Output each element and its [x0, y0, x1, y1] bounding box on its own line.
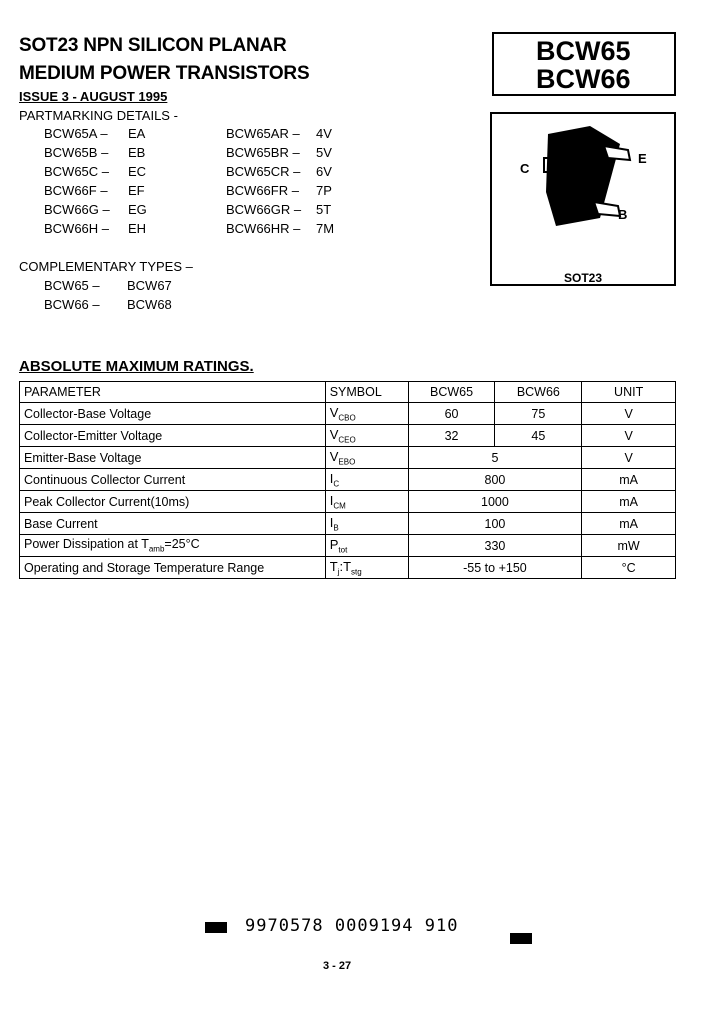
ratings-row	[20, 491, 676, 513]
complementary-npn-2: BCW66 –	[44, 297, 100, 312]
pin-label-collector: C	[520, 161, 530, 176]
header-parameter: PARAMETER	[20, 382, 326, 403]
value-cell-shared: -55 to +150	[408, 557, 582, 579]
symbol-cell: $P_{tot}$	[325, 535, 408, 557]
ratings-heading: ABSOLUTE MAXIMUM RATINGS.	[19, 358, 254, 375]
pin-label-base: B	[618, 207, 628, 222]
part-name: BCW65B –	[44, 145, 109, 160]
header-bcw66: BCW66	[495, 382, 582, 403]
value-cell-shared: 800	[408, 469, 582, 491]
parameter-cell: Base Current	[20, 513, 326, 535]
symbol-cell: $I_B$	[325, 513, 408, 535]
part-name: BCW66GR –	[226, 202, 302, 217]
value-cell-bcw65: 60	[408, 403, 495, 425]
value-cell-bcw66: 75	[495, 403, 582, 425]
complementary-pnp-2: BCW68	[127, 297, 172, 312]
complementary-pnp-1: BCW67	[127, 278, 172, 293]
barcode-block-right	[510, 933, 532, 944]
unit-cell: V	[582, 403, 676, 425]
marking-code: 5T	[316, 202, 332, 217]
page-number: 3 - 27	[323, 960, 352, 972]
partmarking-heading: PARTMARKING DETAILS -	[19, 108, 178, 123]
symbol-cell: $T_j:T_{stg}$	[325, 557, 408, 579]
ratings-header-row	[20, 382, 676, 403]
barcode-text: 9970578 0009194 910	[245, 916, 459, 936]
marking-code: 7P	[316, 183, 332, 198]
parameter-cell: Operating and Storage Temperature Range	[20, 557, 326, 579]
marking-code: 4V	[316, 126, 332, 141]
ratings-row	[20, 469, 676, 491]
unit-cell: mA	[582, 513, 676, 535]
ratings-row	[20, 403, 676, 425]
part-name: BCW66H –	[44, 221, 110, 236]
symbol-cell: $I_{CM}$	[325, 491, 408, 513]
part-name: BCW65AR –	[226, 126, 300, 141]
ratings-row	[20, 513, 676, 535]
unit-cell: mA	[582, 469, 676, 491]
part-number-bcw65: BCW65	[536, 36, 631, 66]
title-line-2: MEDIUM POWER TRANSISTORS	[19, 63, 310, 84]
marking-code: 6V	[316, 164, 332, 179]
ratings-row	[20, 557, 676, 579]
parameter-cell: Power Dissipation at $T_{amb}=25^\circ C$	[20, 535, 326, 557]
part-name: BCW66F –	[44, 183, 108, 198]
symbol-cell: $V_{CEO}$	[325, 425, 408, 447]
marking-code: EB	[128, 145, 146, 160]
value-cell-shared: 1000	[408, 491, 582, 513]
base-lead	[594, 202, 620, 216]
header-bcw65: BCW65	[408, 382, 495, 403]
ratings-row	[20, 447, 676, 469]
part-name: BCW65C –	[44, 164, 110, 179]
value-cell-shared: 5	[408, 447, 582, 469]
part-name: BCW65CR –	[226, 164, 301, 179]
part-number-box	[492, 32, 676, 96]
sot23-package-icon	[492, 114, 674, 284]
part-number-bcw66: BCW66	[536, 64, 631, 94]
marking-code: 5V	[316, 145, 332, 160]
marking-code: 7M	[316, 221, 335, 236]
ratings-row	[20, 535, 676, 557]
unit-cell: °C	[582, 557, 676, 579]
barcode-block-left	[205, 922, 227, 933]
complementary-npn-1: BCW65 –	[44, 278, 100, 293]
package-diagram-box	[490, 112, 676, 286]
partmarking-left-list	[44, 126, 214, 238]
marking-code: EC	[128, 164, 147, 179]
title-line-1: SOT23 NPN SILICON PLANAR	[19, 35, 287, 56]
parameter-cell: Collector-Emitter Voltage	[20, 425, 326, 447]
parameter-cell: Peak Collector Current(10ms)	[20, 491, 326, 513]
symbol-cell: $V_{EBO}$	[325, 447, 408, 469]
header-unit: UNIT	[582, 382, 676, 403]
marking-code: EH	[128, 221, 147, 236]
part-name: BCW65A –	[44, 126, 108, 141]
part-name: BCW65BR –	[226, 145, 300, 160]
parameter-cell: Emitter-Base Voltage	[20, 447, 326, 469]
value-cell-bcw66: 45	[495, 425, 582, 447]
ratings-row	[20, 425, 676, 447]
complementary-heading: COMPLEMENTARY TYPES –	[19, 259, 193, 274]
marking-code: EG	[128, 202, 147, 217]
marking-code: EF	[128, 183, 145, 198]
value-cell-shared: 330	[408, 535, 582, 557]
value-cell-shared: 100	[408, 513, 582, 535]
issue-date: ISSUE 3 - AUGUST 1995	[19, 89, 168, 104]
part-name: BCW66HR –	[226, 221, 301, 236]
unit-cell: mA	[582, 491, 676, 513]
parameter-cell: Collector-Base Voltage	[20, 403, 326, 425]
marking-code: EA	[128, 126, 146, 141]
ratings-table	[19, 381, 676, 579]
unit-cell: V	[582, 425, 676, 447]
package-name: SOT23	[563, 271, 602, 285]
emitter-lead	[604, 146, 630, 160]
symbol-cell: $V_{CBO}$	[325, 403, 408, 425]
header-symbol: SYMBOL	[325, 382, 408, 403]
part-name: BCW66FR –	[226, 183, 299, 198]
pin-label-emitter: E	[638, 151, 647, 166]
part-name: BCW66G –	[44, 202, 110, 217]
partmarking-right-list	[226, 126, 376, 238]
parameter-cell: Continuous Collector Current	[20, 469, 326, 491]
unit-cell: mW	[582, 535, 676, 557]
symbol-cell: $I_C$	[325, 469, 408, 491]
unit-cell: V	[582, 447, 676, 469]
value-cell-bcw65: 32	[408, 425, 495, 447]
